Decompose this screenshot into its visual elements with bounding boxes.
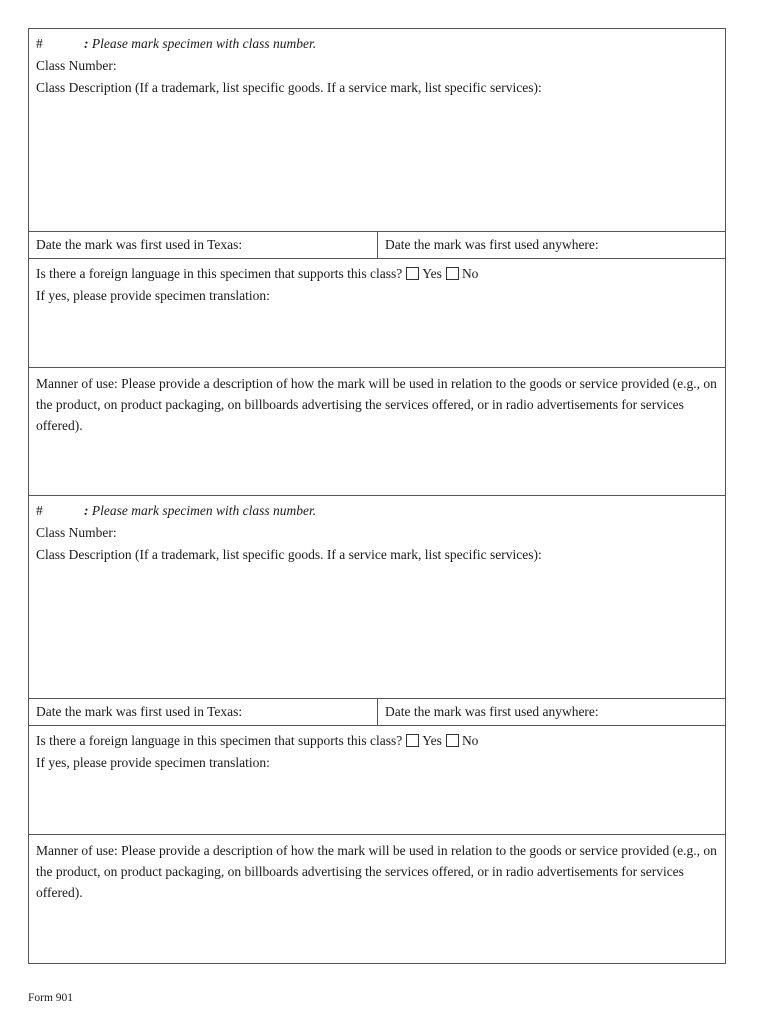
date-anywhere-field[interactable]: Date the mark was first used anywhere: <box>377 699 725 725</box>
class-description-label: Class Description (If a trademark, list specific goods. If a service mark, list specific services): <box>36 547 542 562</box>
manner-label: Manner of use: Please provide a description of how the mark will be used in relation to the goods or service provided (e.g., on the product, on product packaging, on billboards advertising the services offered, or in radio advertisements for services offered). <box>36 376 717 433</box>
date-row <box>29 231 725 258</box>
manner-label: Manner of use: Please provide a description of how the mark will be used in relation to the goods or service provided (e.g., on the product, on product packaging, on billboards advertising the services offered, or in radio advertisements for services offered). <box>36 843 717 900</box>
date-texas-field[interactable]: Date the mark was first used in Texas: <box>36 704 243 719</box>
section-header <box>36 500 718 522</box>
yes-label: Yes <box>422 266 442 281</box>
no-checkbox[interactable] <box>446 734 459 747</box>
class-number-label: Class Number: <box>36 525 117 540</box>
class-section-1 <box>28 28 726 496</box>
translation-label: If yes, please provide specimen translation: <box>36 288 270 303</box>
instruction-text: Please mark specimen with class number. <box>91 503 317 518</box>
foreign-question-line <box>36 263 718 285</box>
no-label: No <box>461 266 479 281</box>
translation-label: If yes, please provide specimen translation: <box>36 755 270 770</box>
manner-of-use-field[interactable] <box>29 367 725 496</box>
yes-checkbox[interactable] <box>406 734 419 747</box>
class-info-row[interactable] <box>29 496 725 698</box>
form-number: Form 901 <box>28 992 74 1004</box>
foreign-language-row[interactable] <box>29 258 725 367</box>
class-description-label: Class Description (If a trademark, list specific goods. If a service mark, list specific services): <box>36 80 542 95</box>
hash-symbol: # <box>36 36 43 51</box>
colon: : <box>84 36 89 51</box>
date-texas-field[interactable]: Date the mark was first used in Texas: <box>36 237 243 252</box>
section-header <box>36 33 718 55</box>
instruction-text: Please mark specimen with class number. <box>91 36 317 51</box>
colon: : <box>84 503 89 518</box>
foreign-question: Is there a foreign language in this specimen that supports this class? <box>36 266 403 281</box>
class-info-row[interactable] <box>29 29 725 231</box>
foreign-question-line <box>36 730 718 752</box>
foreign-language-row[interactable] <box>29 725 725 834</box>
date-row <box>29 698 725 725</box>
hash-symbol: # <box>36 503 43 518</box>
manner-of-use-field[interactable] <box>29 834 725 963</box>
yes-label: Yes <box>422 733 442 748</box>
no-label: No <box>461 733 479 748</box>
date-anywhere-field[interactable]: Date the mark was first used anywhere: <box>377 232 725 258</box>
no-checkbox[interactable] <box>446 267 459 280</box>
foreign-question: Is there a foreign language in this specimen that supports this class? <box>36 733 403 748</box>
class-section-2 <box>28 495 726 964</box>
class-number-label: Class Number: <box>36 58 117 73</box>
yes-checkbox[interactable] <box>406 267 419 280</box>
